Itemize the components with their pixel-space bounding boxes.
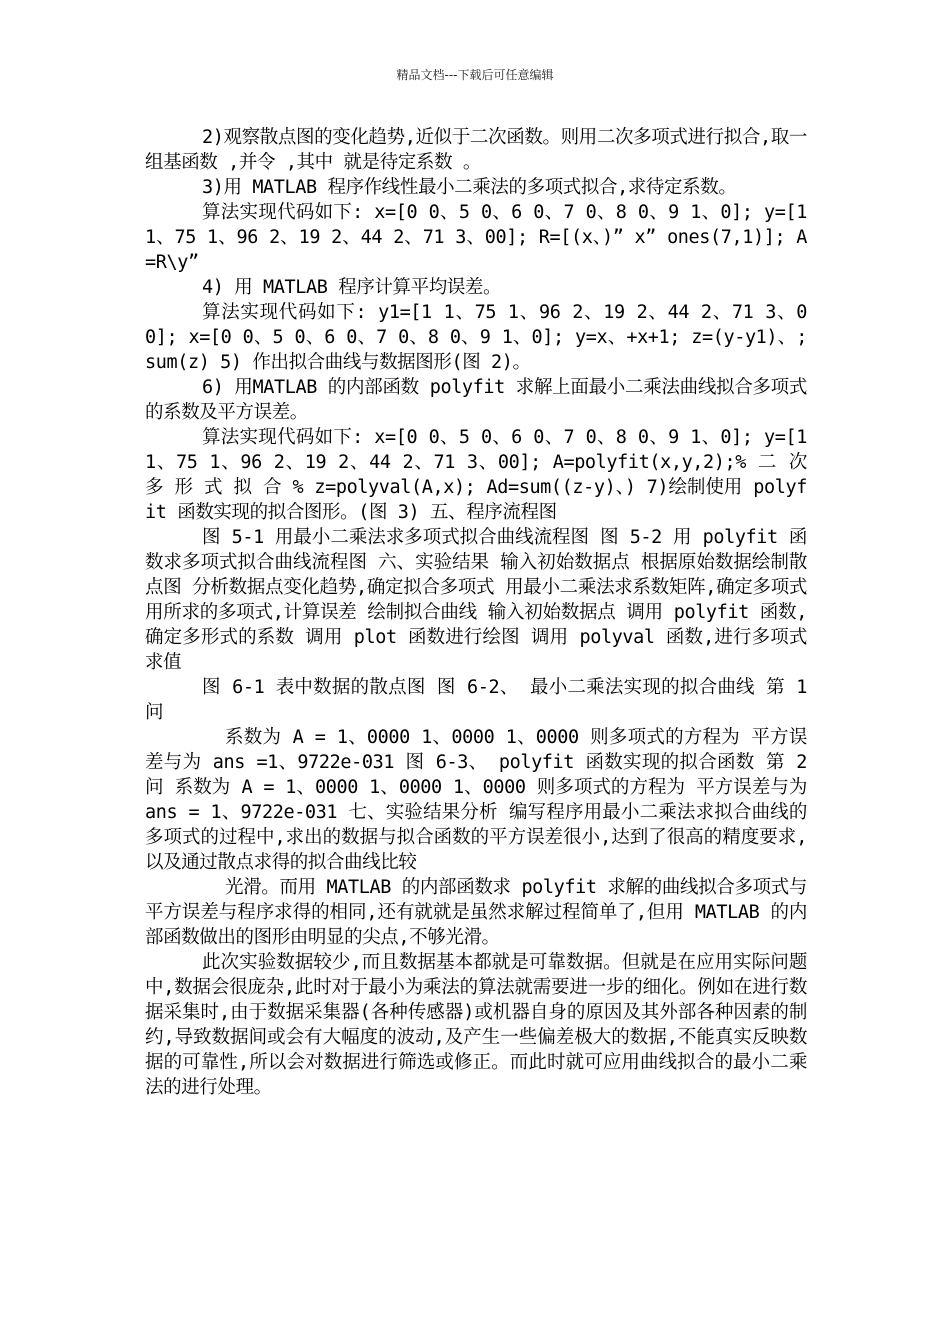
paragraph: 此次实验数据较少,而且数据基本都就是可靠数据。但就是在应用实际问题中,数据会很庞杂,此时对于最小为乘法的算法就需要进一步的细化。例如在进行数据采集时,由于数据采集器(各种传感器)或机器自身的原因及其外部各种因素的制约,导致数据间或会有大幅度的波动,及产生一些偏差极大的数据,不能真实反映数据的可靠性,所以会对数据进行筛选或修正。而此时就可应用曲线拟合的最小二乘法的进行处理。 <box>145 952 807 1098</box>
paragraph: 光滑。而用 MATLAB 的内部函数求 polyfit 求解的曲线拟合多项式与平方误差与程序求得的相同,还有就就是虽然求解过程简单了,但用 MATLAB 的内部函数做出的图形由明显的尖点,不够光滑。 <box>145 877 807 948</box>
page-header: 精品文档---下载后可任意编辑 <box>396 68 554 82</box>
paragraph: 算法实现代码如下: x=[0 0、5 0、6 0、7 0、8 0、9 1、0]; y=[1 1、75 1、96 2、19 2、44 2、71 3、00]; A=polyfit(x,y,2);% 二 次 多 形 式 拟 合 % z=polyval(A,x); Ad=sum((z-y)、) 7)绘制使用 polyfit 函数实现的拟合图形。(图 3) 五、程序流程图 <box>145 427 807 523</box>
paragraph: 6) 用MATLAB 的内部函数 polyfit 求解上面最小二乘法曲线拟合多项式的系数及平方误差。 <box>145 377 807 423</box>
paragraph: 图 5-1 用最小二乘法求多项式拟合曲线流程图 图 5-2 用 polyfit 函数求多项式拟合曲线流程图 六、实验结果 输入初始数据点 根据原始数据绘制散点图 分析数据点变化趋势,确定拟合多项式 用最小二乘法求系数矩阵,确定多项式 用所求的多项式,计算误差 绘制拟合曲线 输入初始数据点 调用 polyfit 函数,确定多形式的系数 调用 plot 函数进行绘图 调用 polyval 函数,进行多项式求值 <box>145 527 807 673</box>
paragraph: 算法实现代码如下: y1=[1 1、75 1、96 2、19 2、44 2、71 3、00]; x=[0 0、5 0、6 0、7 0、8 0、9 1、0]; y=x、+x+1; z=(y-y1)、; sum(z) 5) 作出拟合曲线与数据图形(图 2)。 <box>145 302 807 373</box>
paragraph: 系数为 A = 1、0000 1、0000 1、0000 则多项式的方程为 平方误差与为 ans =1、9722e-031 图 6-3、 polyfit 函数实现的拟合函数 第 2 问 系数为 A = 1、0000 1、0000 1、0000 则多项式的方程为 平方误差与为 ans = 1、9722e-031 七、实验结果分析 编写程序用最小二乘法求拟合曲线的多项式的过程中,求出的数据与拟合函数的平方误差很小,达到了很高的精度要求,以及通过散点求得的拟合曲线比较 <box>145 727 807 873</box>
paragraph: 图 6-1 表中数据的散点图 图 6-2、 最小二乘法实现的拟合曲线 第 1 问 <box>145 677 807 723</box>
paragraph: 算法实现代码如下: x=[0 0、5 0、6 0、7 0、8 0、9 1、0]; y=[1 1、75 1、96 2、19 2、44 2、71 3、00]; R=[(x、)” x” ones(7,1)]; A=R\y” <box>145 202 807 273</box>
paragraph: 4) 用 MATLAB 程序计算平均误差。 <box>202 277 502 298</box>
document-body <box>145 125 807 1100</box>
paragraph: 3)用 MATLAB 程序作线性最小二乘法的多项式拟合,求待定系数。 <box>202 177 737 198</box>
paragraph: 2)观察散点图的变化趋势,近似于二次函数。则用二次多项式进行拟合,取一组基函数 ,并令 ,其中 就是待定系数 。 <box>145 127 807 173</box>
